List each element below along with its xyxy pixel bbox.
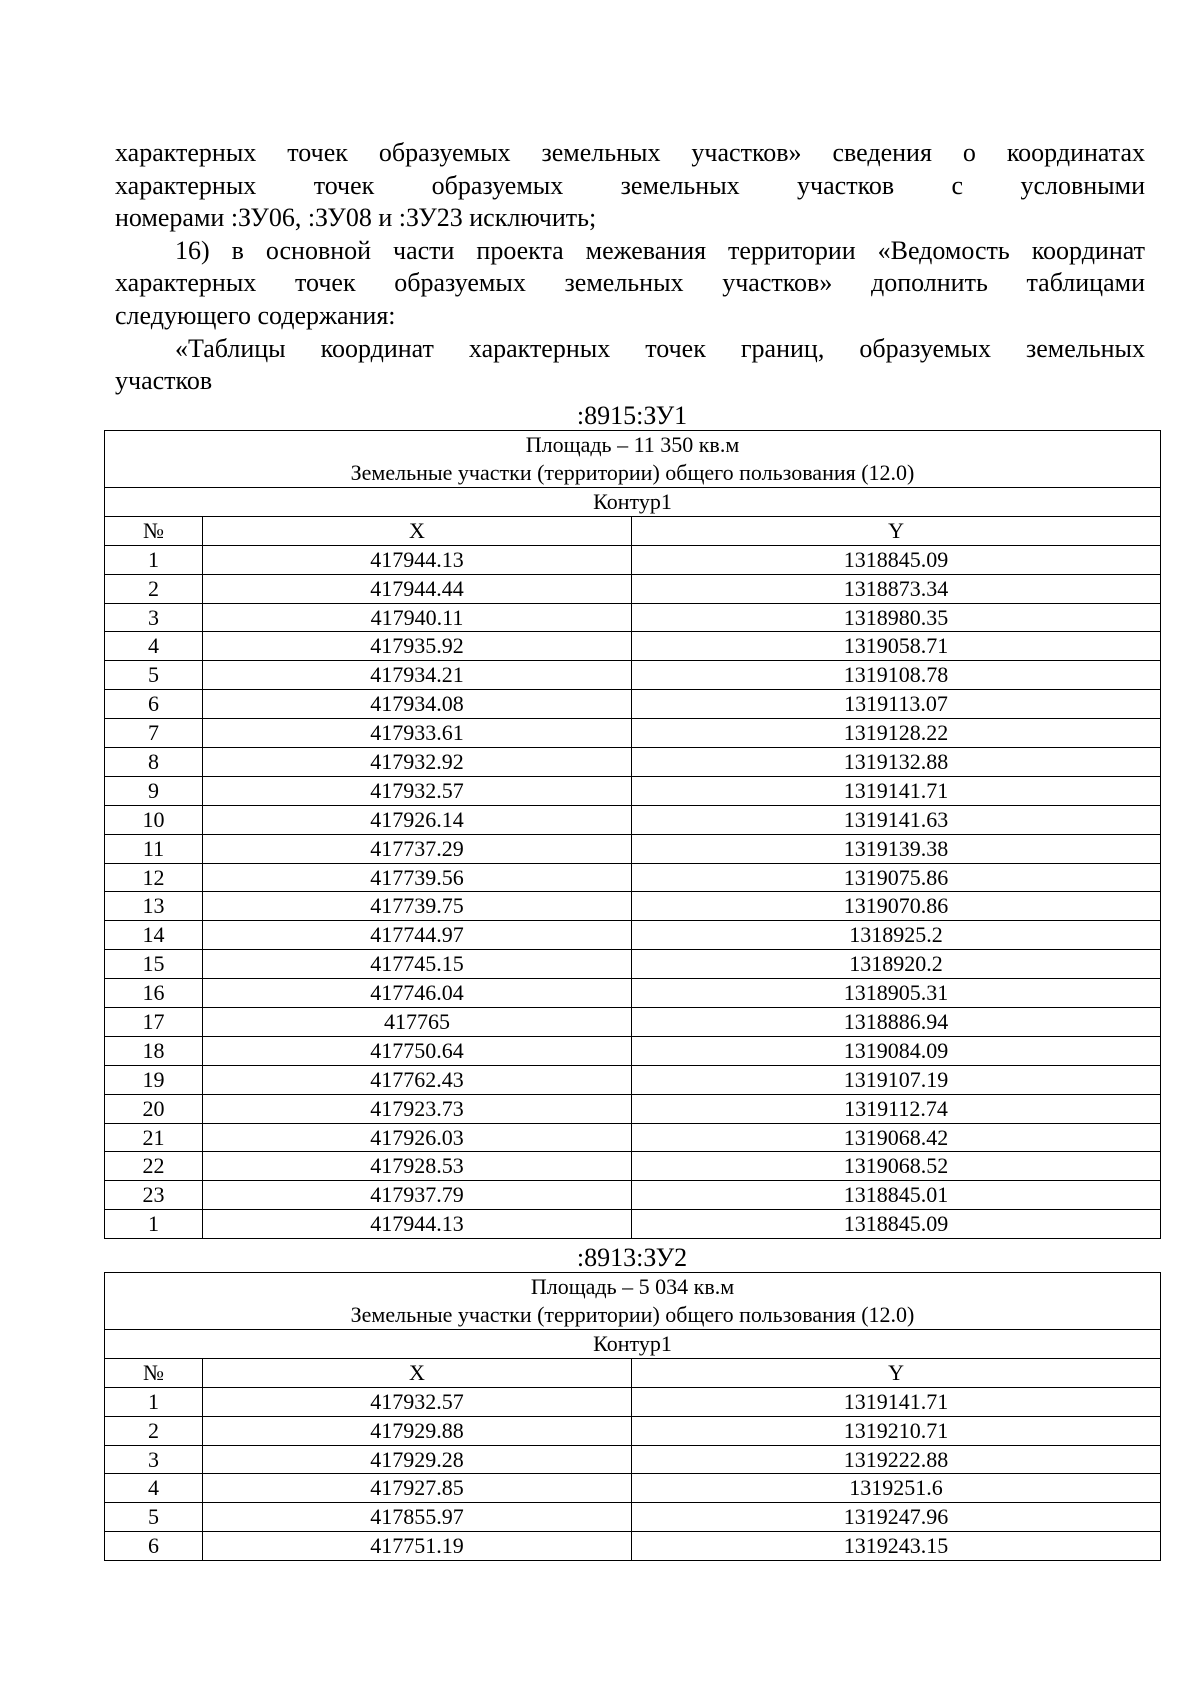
table-row xyxy=(105,1503,1161,1532)
table-caption-row xyxy=(105,431,1161,488)
y-coordinate-cell: 1319070.86 xyxy=(632,892,1161,921)
y-coordinate-cell: 1318845.01 xyxy=(632,1181,1161,1210)
table-row xyxy=(105,1210,1161,1239)
y-coordinate-cell: 1319108.78 xyxy=(632,661,1161,690)
y-coordinate-cell: 1319084.09 xyxy=(632,1036,1161,1065)
x-coordinate-cell: 417746.04 xyxy=(203,979,632,1008)
y-coordinate-cell: 1319107.19 xyxy=(632,1065,1161,1094)
y-coordinate-cell: 1318920.2 xyxy=(632,950,1161,979)
table-caption-row xyxy=(105,1273,1161,1330)
y-coordinate-cell: 1319068.52 xyxy=(632,1152,1161,1181)
x-coordinate-cell: 417944.44 xyxy=(203,574,632,603)
point-number-cell: 6 xyxy=(105,1532,203,1561)
y-coordinate-cell: 1319247.96 xyxy=(632,1503,1161,1532)
point-number-cell: 13 xyxy=(105,892,203,921)
table-row xyxy=(105,1094,1161,1123)
y-coordinate-cell: 1319222.88 xyxy=(632,1445,1161,1474)
point-number-cell: 23 xyxy=(105,1181,203,1210)
x-coordinate-cell: 417944.13 xyxy=(203,1210,632,1239)
intro-text xyxy=(115,137,1145,398)
table-row xyxy=(105,1123,1161,1152)
plot-area: Площадь – 5 034 кв.м xyxy=(530,1274,735,1299)
intro-line: характерных точек образуемых земельных участков» сведения о координатах xyxy=(115,138,1145,167)
column-header-row xyxy=(105,1358,1161,1387)
point-number-cell: 4 xyxy=(105,1474,203,1503)
column-header-y: Y xyxy=(632,516,1161,545)
table-row xyxy=(105,1065,1161,1094)
table-row xyxy=(105,892,1161,921)
table-row xyxy=(105,1474,1161,1503)
x-coordinate-cell: 417932.92 xyxy=(203,748,632,777)
table-row xyxy=(105,1445,1161,1474)
x-coordinate-cell: 417765 xyxy=(203,1008,632,1037)
x-coordinate-cell: 417739.75 xyxy=(203,892,632,921)
plot-usage: Земельные участки (территории) общего пользования (12.0) xyxy=(350,1302,915,1327)
x-coordinate-cell: 417744.97 xyxy=(203,921,632,950)
intro-line: «Таблицы координат характерных точек границ, образуемых земельных xyxy=(175,333,1145,363)
x-coordinate-cell: 417932.57 xyxy=(203,1387,632,1416)
table-row xyxy=(105,661,1161,690)
point-number-cell: 3 xyxy=(105,603,203,632)
x-coordinate-cell: 417923.73 xyxy=(203,1094,632,1123)
column-header-number: № xyxy=(105,516,203,545)
plot-title: :8913:ЗУ2 xyxy=(576,1243,688,1272)
y-coordinate-cell: 1319243.15 xyxy=(632,1532,1161,1561)
intro-line: номерами :ЗУ06, :ЗУ08 и :ЗУ23 исключить; xyxy=(115,203,597,233)
point-number-cell: 20 xyxy=(105,1094,203,1123)
point-number-cell: 4 xyxy=(105,632,203,661)
point-number-cell: 2 xyxy=(105,574,203,603)
point-number-cell: 1 xyxy=(105,1210,203,1239)
x-coordinate-cell: 417928.53 xyxy=(203,1152,632,1181)
point-number-cell: 19 xyxy=(105,1065,203,1094)
x-coordinate-cell: 417929.28 xyxy=(203,1445,632,1474)
point-number-cell: 18 xyxy=(105,1036,203,1065)
table-row xyxy=(105,545,1161,574)
intro-line: 16) в основной части проекта межевания территории «Ведомость координат xyxy=(175,235,1145,265)
table-row xyxy=(105,748,1161,777)
table-row xyxy=(105,805,1161,834)
y-coordinate-cell: 1319058.71 xyxy=(632,632,1161,661)
point-number-cell: 1 xyxy=(105,545,203,574)
y-coordinate-cell: 1319132.88 xyxy=(632,748,1161,777)
column-header-x: X xyxy=(203,516,632,545)
x-coordinate-cell: 417934.21 xyxy=(203,661,632,690)
table-row xyxy=(105,863,1161,892)
y-coordinate-cell: 1319251.6 xyxy=(632,1474,1161,1503)
y-coordinate-cell: 1319141.71 xyxy=(632,1387,1161,1416)
table-row xyxy=(105,1181,1161,1210)
x-coordinate-cell: 417940.11 xyxy=(203,603,632,632)
point-number-cell: 1 xyxy=(105,1387,203,1416)
plot-area: Площадь – 11 350 кв.м xyxy=(525,432,740,457)
intro-line: следующего содержания: xyxy=(115,300,396,330)
y-coordinate-cell: 1318980.35 xyxy=(632,603,1161,632)
table-row xyxy=(105,921,1161,950)
point-number-cell: 9 xyxy=(105,776,203,805)
column-header-row xyxy=(105,516,1161,545)
y-coordinate-cell: 1319210.71 xyxy=(632,1416,1161,1445)
y-coordinate-cell: 1319112.74 xyxy=(632,1094,1161,1123)
y-coordinate-cell: 1318845.09 xyxy=(632,1210,1161,1239)
x-coordinate-cell: 417750.64 xyxy=(203,1036,632,1065)
x-coordinate-cell: 417855.97 xyxy=(203,1503,632,1532)
y-coordinate-cell: 1318905.31 xyxy=(632,979,1161,1008)
x-coordinate-cell: 417932.57 xyxy=(203,776,632,805)
y-coordinate-cell: 1319075.86 xyxy=(632,863,1161,892)
point-number-cell: 12 xyxy=(105,863,203,892)
plot-usage: Земельные участки (территории) общего пользования (12.0) xyxy=(350,460,915,485)
y-coordinate-cell: 1318925.2 xyxy=(632,921,1161,950)
y-coordinate-cell: 1319141.71 xyxy=(632,776,1161,805)
plot-title: :8915:ЗУ1 xyxy=(576,401,688,430)
point-number-cell: 22 xyxy=(105,1152,203,1181)
table-row xyxy=(105,1387,1161,1416)
table-row xyxy=(105,632,1161,661)
table-row xyxy=(105,719,1161,748)
table-row xyxy=(105,1416,1161,1445)
point-number-cell: 5 xyxy=(105,661,203,690)
point-number-cell: 15 xyxy=(105,950,203,979)
intro-line: характерных точек образуемых земельных участков» дополнить таблицами xyxy=(115,268,1145,298)
y-coordinate-cell: 1319141.63 xyxy=(632,805,1161,834)
intro-line: характерных точек образуемых земельных участков с условными xyxy=(115,170,1145,200)
x-coordinate-cell: 417933.61 xyxy=(203,719,632,748)
y-coordinate-cell: 1318886.94 xyxy=(632,1008,1161,1037)
table-row xyxy=(105,834,1161,863)
point-number-cell: 7 xyxy=(105,719,203,748)
point-number-cell: 11 xyxy=(105,834,203,863)
point-number-cell: 17 xyxy=(105,1008,203,1037)
contour-row xyxy=(105,488,1161,517)
point-number-cell: 3 xyxy=(105,1445,203,1474)
x-coordinate-cell: 417927.85 xyxy=(203,1474,632,1503)
column-header-x: X xyxy=(203,1358,632,1387)
table-row xyxy=(105,776,1161,805)
contour-label: Контур1 xyxy=(105,488,1161,517)
x-coordinate-cell: 417937.79 xyxy=(203,1181,632,1210)
x-coordinate-cell: 417934.08 xyxy=(203,690,632,719)
intro-line: участков xyxy=(115,366,213,396)
contour-label: Контур1 xyxy=(105,1330,1161,1359)
y-coordinate-cell: 1319113.07 xyxy=(632,690,1161,719)
table-row xyxy=(105,1152,1161,1181)
x-coordinate-cell: 417762.43 xyxy=(203,1065,632,1094)
table-row xyxy=(105,979,1161,1008)
point-number-cell: 14 xyxy=(105,921,203,950)
y-coordinate-cell: 1318845.09 xyxy=(632,545,1161,574)
contour-row xyxy=(105,1330,1161,1359)
x-coordinate-cell: 417935.92 xyxy=(203,632,632,661)
y-coordinate-cell: 1319139.38 xyxy=(632,834,1161,863)
point-number-cell: 21 xyxy=(105,1123,203,1152)
coordinates-table xyxy=(104,430,1161,1239)
point-number-cell: 10 xyxy=(105,805,203,834)
y-coordinate-cell: 1319128.22 xyxy=(632,719,1161,748)
coordinates-table xyxy=(104,1272,1161,1561)
x-coordinate-cell: 417929.88 xyxy=(203,1416,632,1445)
table-row xyxy=(105,1036,1161,1065)
table-row xyxy=(105,1008,1161,1037)
column-header-number: № xyxy=(105,1358,203,1387)
y-coordinate-cell: 1319068.42 xyxy=(632,1123,1161,1152)
point-number-cell: 2 xyxy=(105,1416,203,1445)
x-coordinate-cell: 417926.03 xyxy=(203,1123,632,1152)
table-row xyxy=(105,950,1161,979)
point-number-cell: 8 xyxy=(105,748,203,777)
point-number-cell: 16 xyxy=(105,979,203,1008)
x-coordinate-cell: 417737.29 xyxy=(203,834,632,863)
x-coordinate-cell: 417926.14 xyxy=(203,805,632,834)
point-number-cell: 6 xyxy=(105,690,203,719)
table-row xyxy=(105,1532,1161,1561)
table-row xyxy=(105,574,1161,603)
table-row xyxy=(105,603,1161,632)
x-coordinate-cell: 417745.15 xyxy=(203,950,632,979)
x-coordinate-cell: 417739.56 xyxy=(203,863,632,892)
column-header-y: Y xyxy=(632,1358,1161,1387)
table-row xyxy=(105,690,1161,719)
y-coordinate-cell: 1318873.34 xyxy=(632,574,1161,603)
x-coordinate-cell: 417751.19 xyxy=(203,1532,632,1561)
x-coordinate-cell: 417944.13 xyxy=(203,545,632,574)
point-number-cell: 5 xyxy=(105,1503,203,1532)
